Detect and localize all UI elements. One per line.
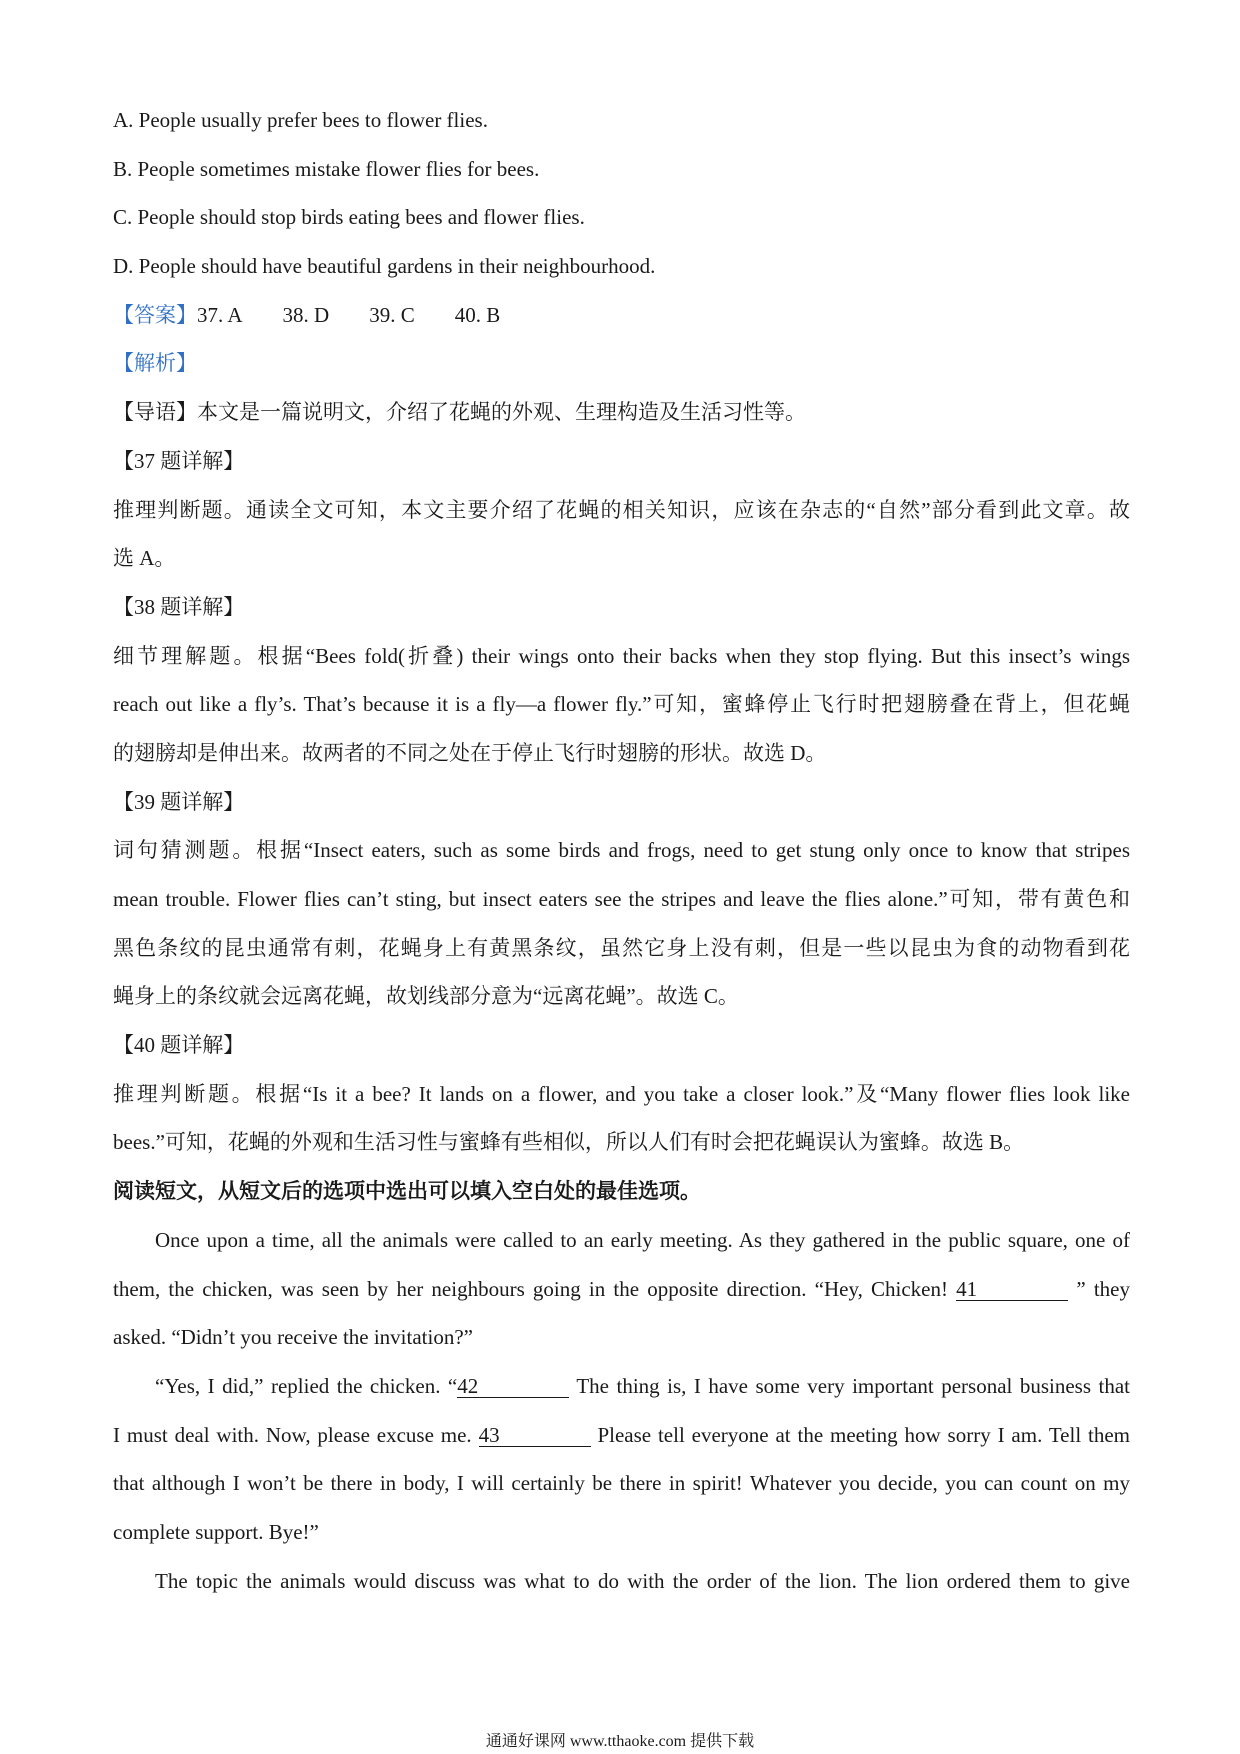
answer-line (113, 291, 1130, 340)
page-content (113, 96, 1130, 1605)
option-c: C. People should stop birds eating bees and flower flies. (113, 205, 585, 230)
q39-line-4: 蝇身上的条纹就会远离花蝇，故划线部分意为“远离花蝇”。故选 C。 (113, 984, 739, 1009)
q37-line-2: 选 A。 (113, 546, 176, 571)
answer-37: 37. A (197, 302, 243, 327)
q40-heading: 【40 题详解】 (113, 1033, 245, 1058)
q38-line-2: reach out like a fly’s. That’s because it is a fly—a flower fly.”可知，蜜蜂停止飞行时把翅膀叠在背上，但花蝇 (113, 692, 1130, 717)
passage-p2-line-1-text-a: “Yes, I did,” replied the chicken. “ (155, 1373, 458, 1398)
passage-p1-line-2-text-a: them, the chicken, was seen by her neighbours going in the opposite direction. “Hey, Chicken! (113, 1276, 948, 1301)
option-a: A. People usually prefer bees to flower flies. (113, 108, 488, 132)
passage-p2-line-2-text-b: Please tell everyone at the meeting how sorry I am. Tell them (597, 1422, 1130, 1447)
option-b: B. People sometimes mistake flower flies for bees. (113, 156, 540, 181)
passage-p2-line-2-text-a: I must deal with. Now, please excuse me. (113, 1422, 472, 1447)
q39-line-2: mean trouble. Flower flies can’t sting, but insect eaters see the stripes and leave the flies alone.”可知，带有黄色和 (113, 887, 1130, 911)
answer-40: 40. B (454, 302, 501, 327)
passage-p2-line-1 (113, 1362, 1130, 1411)
passage-p1-line-1: Once upon a time, all the animals were called to an early meeting. As they gathered in the public square, one of (155, 1227, 1130, 1252)
passage-p1-line-2-text-b: ” they (1076, 1276, 1130, 1301)
blank-43: 43 (479, 1424, 591, 1447)
answer-38: 38. D (282, 302, 330, 327)
q39-line-1: 词句猜测题。根据“Insect eaters, such as some birds and frogs, need to get stung only once to know that stripes (113, 838, 1130, 863)
q39-heading: 【39 题详解】 (113, 789, 245, 814)
blank-41: 41 (956, 1278, 1068, 1301)
section-instruction: 阅读短文，从短文后的选项中选出可以填入空白处的最佳选项。 (113, 1179, 701, 1204)
passage-p1-line-2 (113, 1265, 1130, 1314)
analysis-label: 【解析】 (113, 351, 197, 376)
passage-p1-line-3: asked. “Didn’t you receive the invitation?” (113, 1325, 473, 1350)
passage-p2-line-1-text-b: The thing is, I have some very important personal business that (576, 1373, 1130, 1398)
q37-line-1: 推理判断题。通读全文可知，本文主要介绍了花蝇的相关知识，应该在杂志的“自然”部分看到此文章。故 (113, 497, 1130, 522)
passage-p2-line-4: complete support. Bye!” (113, 1519, 319, 1544)
q38-heading: 【38 题详解】 (113, 594, 245, 619)
passage-p3-line-1: The topic the animals would discuss was what to do with the order of the lion. The lion ordered them to give (155, 1568, 1130, 1593)
answer-39: 39. C (369, 302, 415, 327)
passage-p2-line-3: that although I won’t be there in body, I will certainly be there in spirit! Whatever you decide, you can count on my (113, 1471, 1130, 1496)
page-footer: 通通好课网 www.tthaoke.com 提供下载 (485, 1733, 755, 1750)
q37-heading: 【37 题详解】 (113, 448, 245, 473)
blank-42: 42 (457, 1375, 569, 1398)
passage-p2-line-2 (113, 1411, 1130, 1460)
q38-line-3: 的翅膀却是伸出来。故两者的不同之处在于停止飞行时翅膀的形状。故选 D。 (113, 740, 827, 765)
q40-line-2: bees.”可知，花蝇的外观和生活习性与蜜蜂有些相似，所以人们有时会把花蝇误认为蜜蜂。故选 B。 (113, 1130, 1025, 1155)
q40-line-1: 推理判断题。根据“Is it a bee? It lands on a flower, and you take a closer look.”及“Many flower flies look like (113, 1081, 1130, 1106)
answer-label: 【答案】 (113, 302, 197, 327)
analysis-intro: 【导语】本文是一篇说明文，介绍了花蝇的外观、生理构造及生活习性等。 (113, 400, 806, 425)
option-d: D. People should have beautiful gardens in their neighbourhood. (113, 254, 656, 279)
q38-line-1: 细节理解题。根据“Bees fold(折叠) their wings onto their backs when they stop flying. But this insect’s wings (113, 643, 1130, 668)
q39-line-3: 黑色条纹的昆虫通常有刺，花蝇身上有黄黑条纹，虽然它身上没有刺，但是一些以昆虫为食的动物看到花 (113, 935, 1130, 960)
